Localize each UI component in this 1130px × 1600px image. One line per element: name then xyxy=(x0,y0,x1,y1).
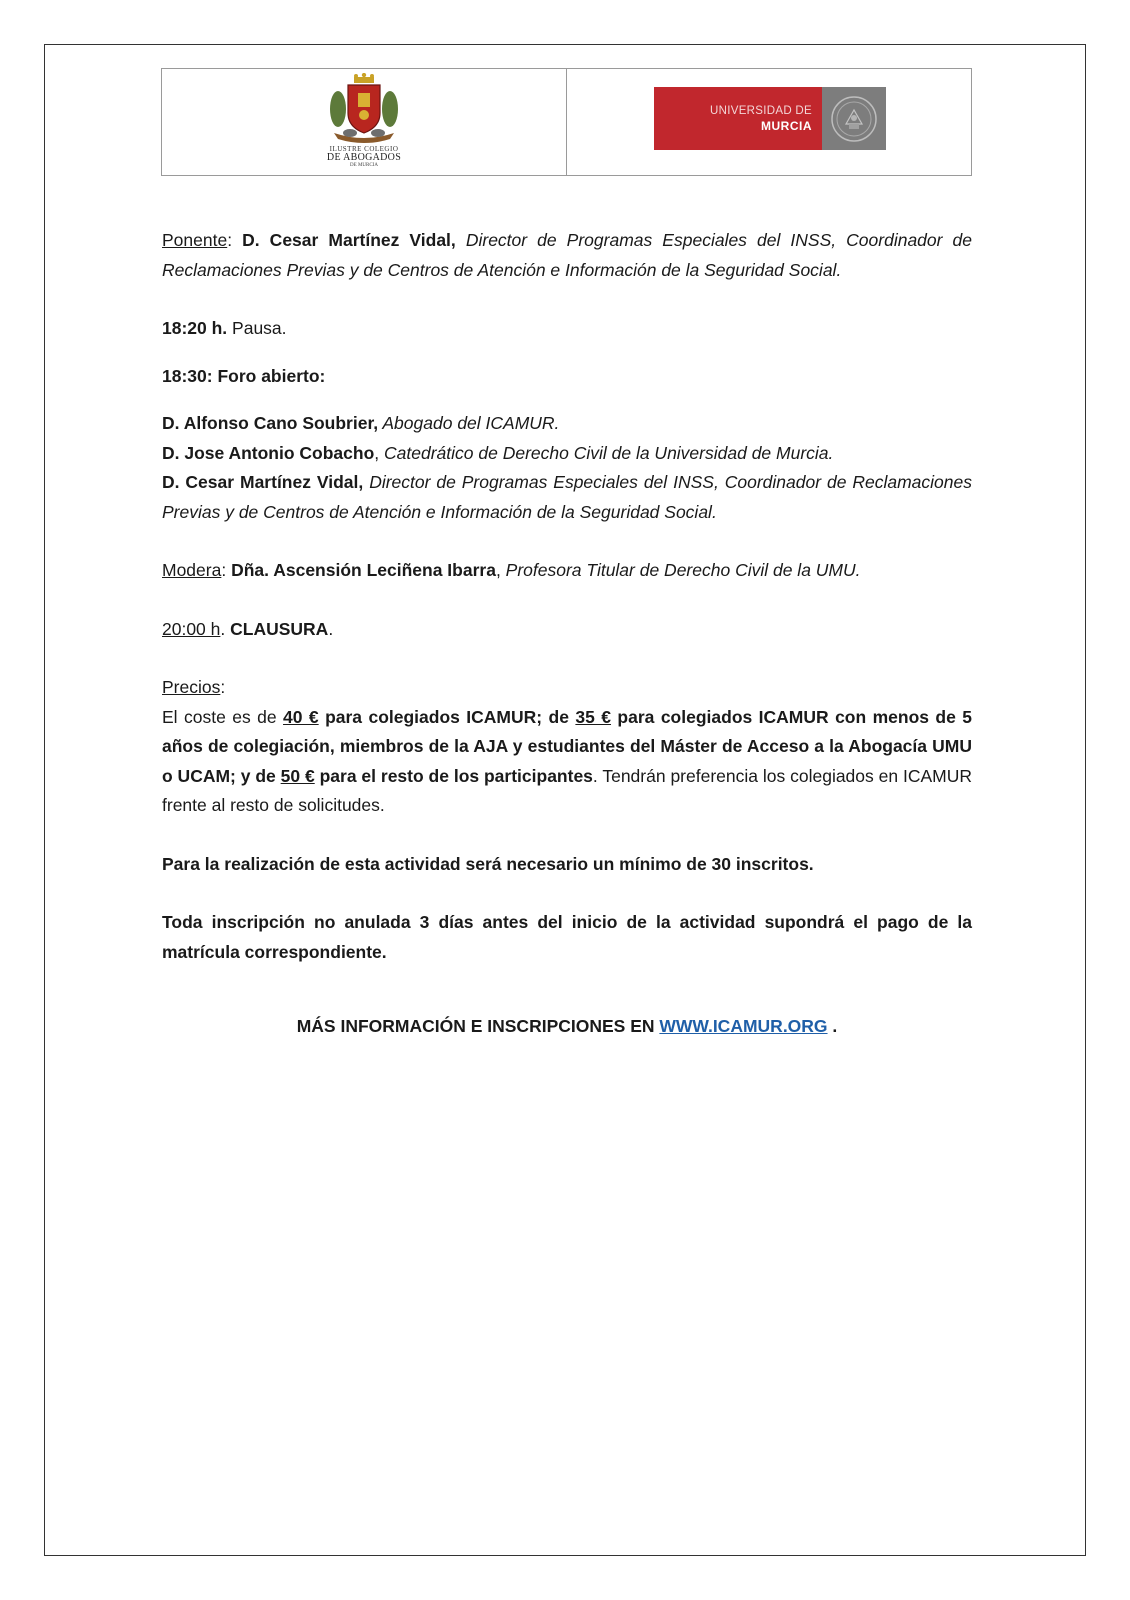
info-end: . xyxy=(827,1016,838,1036)
logo-line-3: DE MURCIA xyxy=(350,163,378,168)
modera-sep2: , xyxy=(495,560,506,580)
university-seal-icon xyxy=(829,94,879,144)
logo-line-1: ILUSTRE COLEGIO xyxy=(329,145,399,153)
pausa-line xyxy=(162,314,972,344)
icamur-logo xyxy=(299,73,429,173)
header-logos xyxy=(161,68,972,176)
participant-1-desc: Abogado del ICAMUR. xyxy=(378,413,560,433)
price-35: 35 € xyxy=(575,706,612,727)
participant-2-name: D. Jose Antonio Cobacho xyxy=(162,442,375,463)
participant-2-desc: Catedrático de Derecho Civil de la Universidad de Murcia. xyxy=(384,442,834,463)
info-text: MÁS INFORMACIÓN E INSCRIPCIONES EN xyxy=(296,1016,660,1036)
modera-label: Modera xyxy=(162,560,222,580)
header-left-cell xyxy=(162,69,567,175)
clausura-dot: . xyxy=(220,618,231,639)
ponente-desc: Director de Programas Especiales del INSS, Coordinador de Reclamaciones Previas y de Centros de Atención e Información de la Seguridad Social. xyxy=(162,230,972,280)
info-line xyxy=(162,1012,972,1042)
umu-line-2: MURCIA xyxy=(761,118,812,133)
precios-label: Precios xyxy=(162,677,221,697)
precios-paragraph xyxy=(162,703,972,821)
precios-t4: para el resto de los participantes xyxy=(314,765,593,786)
modera-line xyxy=(162,556,972,586)
umu-seal xyxy=(822,87,886,150)
participant-1-name: D. Alfonso Cano Soubrier, xyxy=(162,413,379,433)
umu-logo xyxy=(654,87,886,150)
participant-3-name: D. Cesar Martínez Vidal, xyxy=(162,472,364,492)
price-40: 40 € xyxy=(283,706,319,727)
clausura-end: . xyxy=(328,618,334,639)
umu-logo-text xyxy=(654,87,822,150)
precios-t3: para colegiados ICAMUR con menos de 5 años de colegiación, miembros de la AJA y estudiantes del Máster de Acceso a la Abogacía UMU o UCAM; y de xyxy=(162,706,973,786)
modera-name: Dña. Ascensión Leciñena Ibarra xyxy=(231,560,496,580)
document-body xyxy=(162,226,972,1042)
ponente-label: Ponente xyxy=(162,230,228,250)
price-50: 50 € xyxy=(280,765,315,786)
ponente-name: D. Cesar Martínez Vidal, xyxy=(242,230,456,250)
precios-label-line xyxy=(162,673,972,703)
pausa-time: 18:20 h. xyxy=(162,318,228,338)
modera-desc: Profesora Titular de Derecho Civil de la UMU. xyxy=(505,560,861,580)
anulacion-notice: Toda inscripción no anulada 3 días antes del inicio de la actividad supondrá el pago de la matrícula correspondiente. xyxy=(162,912,972,962)
precios-t2: para colegiados ICAMUR; de xyxy=(318,706,576,727)
clausura-time: 20:00 h xyxy=(162,618,221,639)
pausa-text: Pausa. xyxy=(227,318,287,338)
logo-line-2: DE ABOGADOS xyxy=(326,152,402,163)
ponente-sep: : xyxy=(227,230,243,250)
participant-3 xyxy=(162,468,972,527)
foro-title: 18:30: Foro abierto: xyxy=(162,365,326,386)
coat-of-arms-icon xyxy=(324,73,404,145)
modera-sep: : xyxy=(221,560,232,580)
participant-1 xyxy=(162,409,972,439)
icamur-website-link[interactable]: WWW.ICAMUR.ORG xyxy=(659,1016,828,1036)
ponente-paragraph xyxy=(162,226,972,285)
participant-2 xyxy=(162,439,972,469)
participant-2-sep: , xyxy=(374,442,385,463)
clausura-text: CLAUSURA xyxy=(230,618,329,639)
minimo-notice: Para la realización de esta actividad será necesario un mínimo de 30 inscritos. xyxy=(162,853,814,874)
header-right-cell xyxy=(567,69,971,175)
clausura-line xyxy=(162,615,972,645)
umu-line-1: UNIVERSIDAD DE xyxy=(710,104,812,117)
precios-t5: . Tendrán preferencia los colegiados en ICAMUR frente al resto de solicitudes. xyxy=(162,765,973,815)
participant-3-desc: Director de Programas Especiales del INSS, Coordinador de Reclamaciones Previas y de Centros de Atención e Información de la Seguridad Social. xyxy=(162,472,972,522)
precios-colon: : xyxy=(220,677,226,697)
precios-t1: El coste es de xyxy=(162,706,284,727)
